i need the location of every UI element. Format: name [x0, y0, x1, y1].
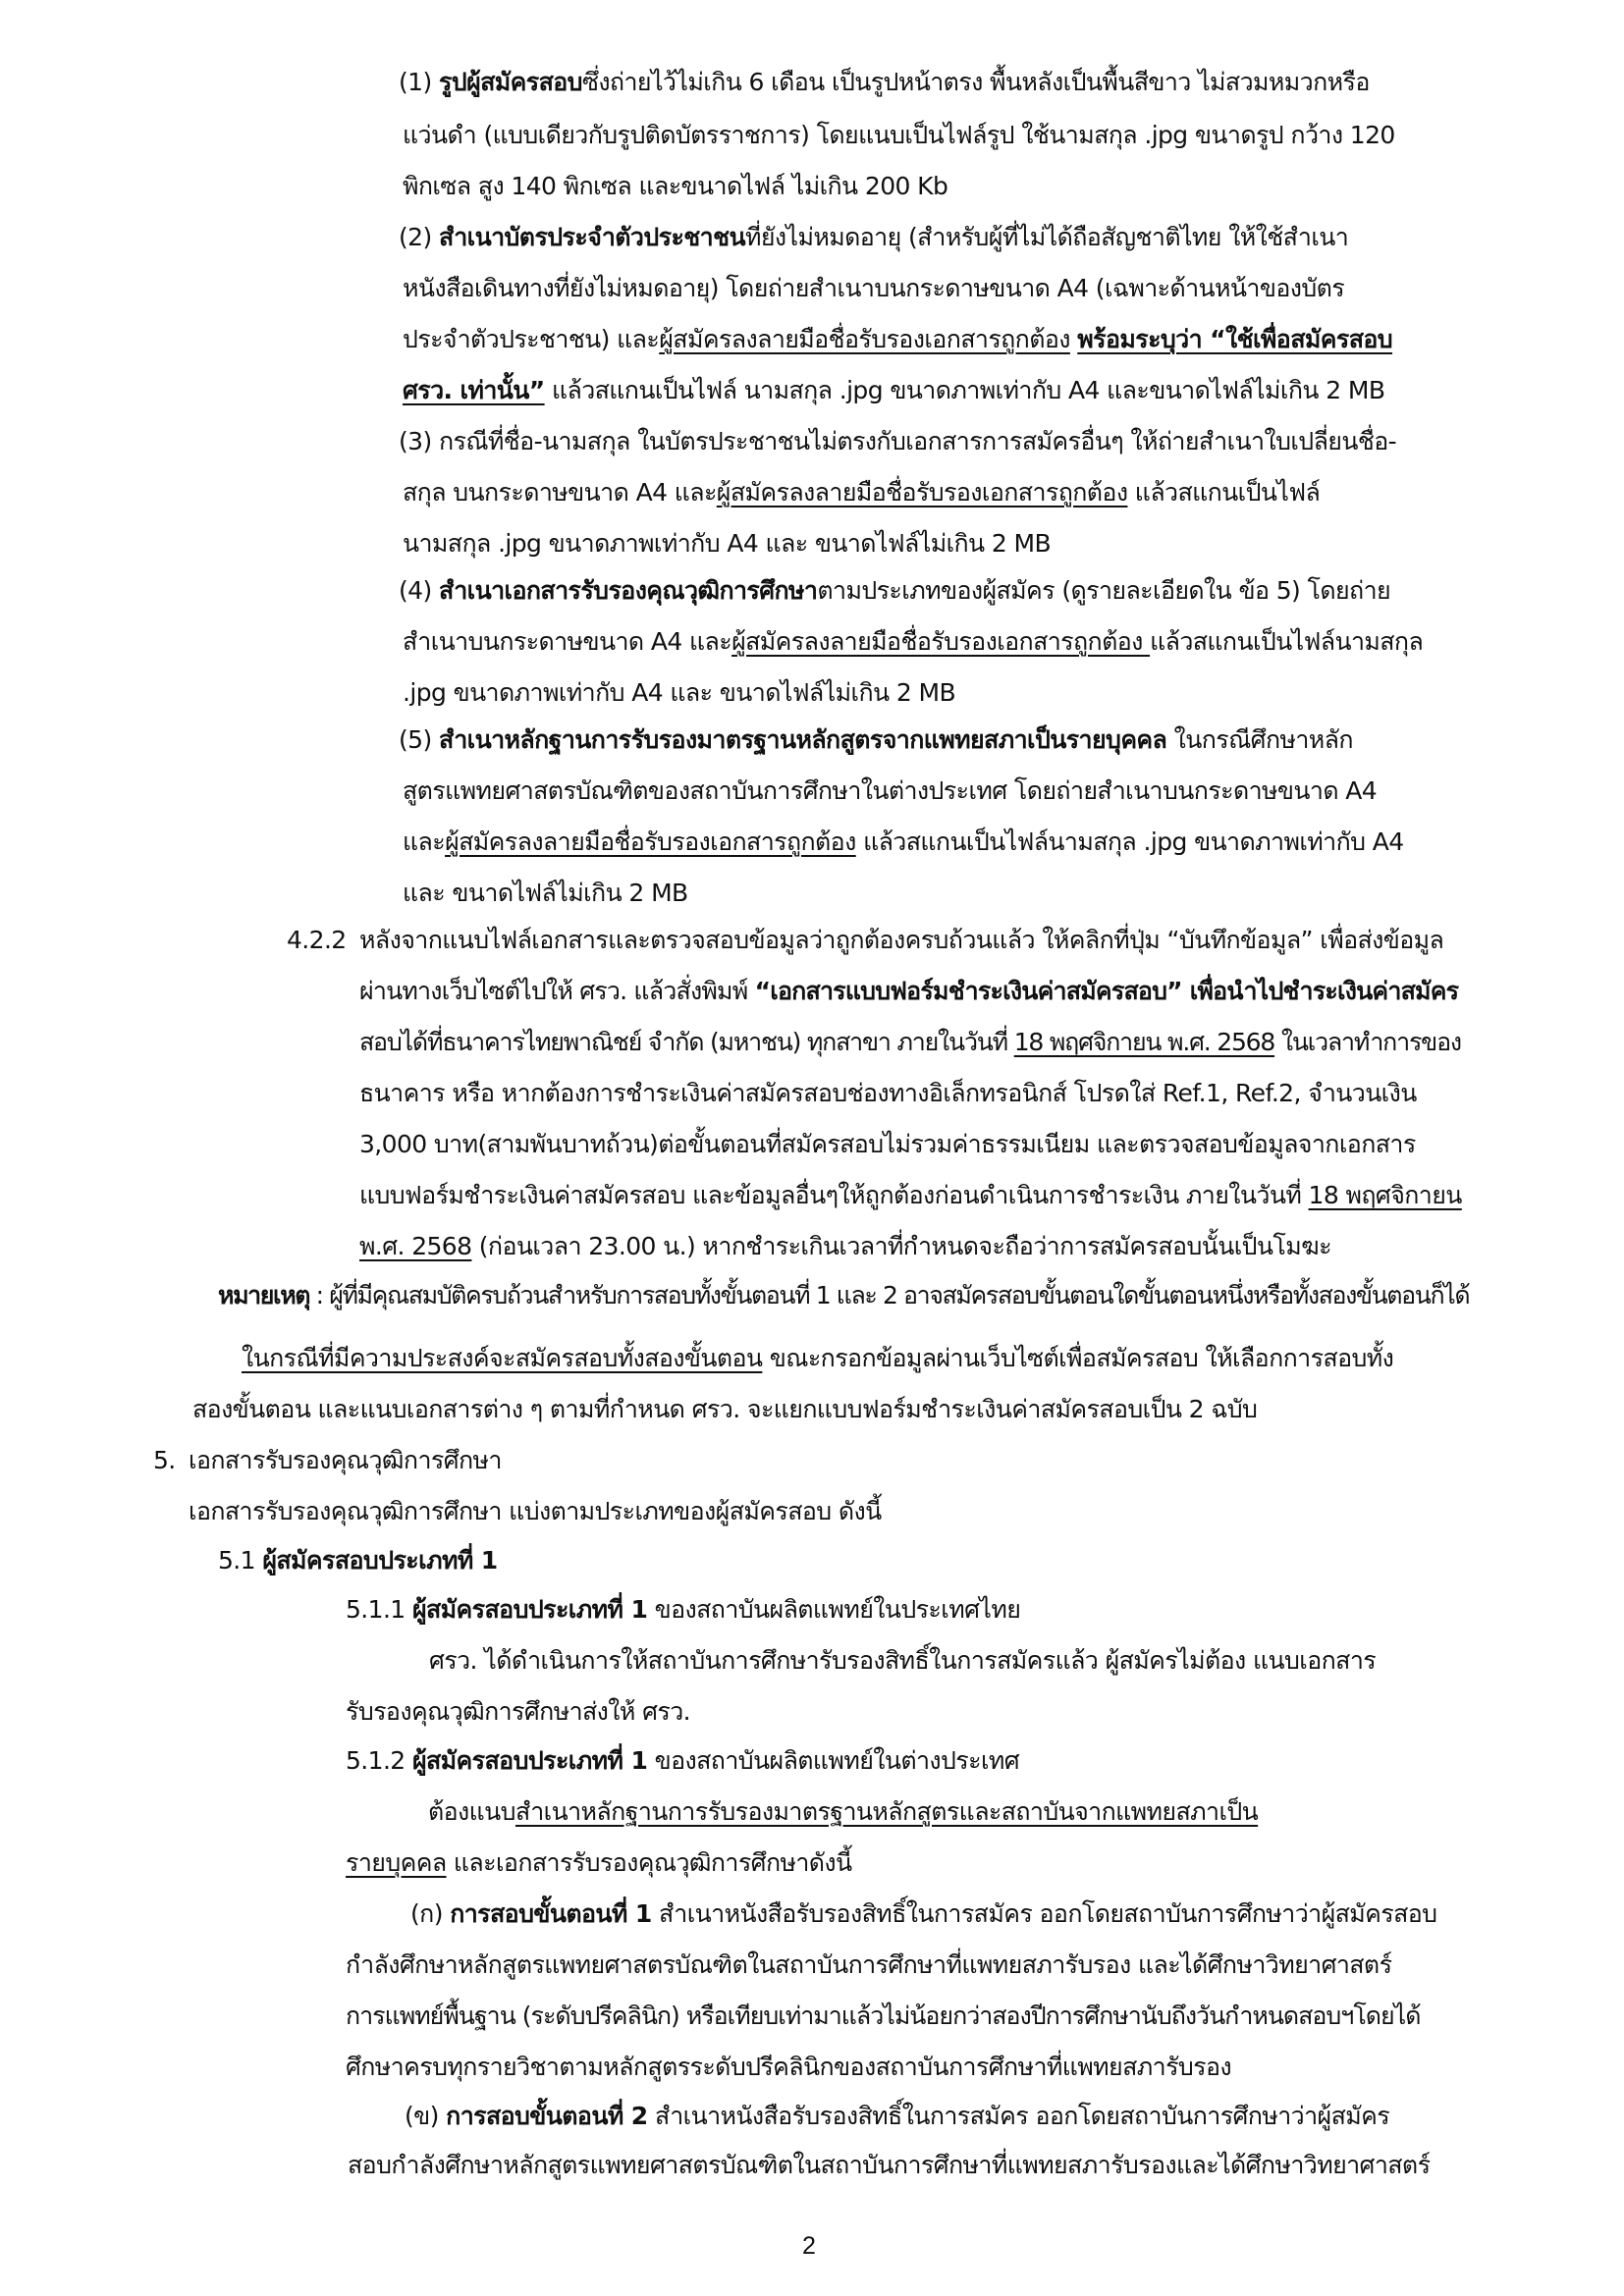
both-steps-line-1 — [242, 1339, 1393, 1378]
item-4-line-3: .jpg ขนาดภาพเท่ากับ A4 และ ขนาดไฟล์ไม่เกิน 2 MB — [403, 678, 955, 707]
section-4-2-2-line-6 — [359, 1176, 1462, 1215]
deadline-date: 18 พฤศจิกายน — [1308, 1181, 1462, 1209]
item-ka-number: (ก) — [410, 1899, 451, 1928]
item-ka-line-1 — [410, 1895, 1436, 1934]
item-3-line-2 — [403, 473, 1320, 512]
section-5-1-1-text: ของสถาบันผลิตแพทย์ในประเทศไทย — [647, 1595, 1021, 1624]
item-5-line-3 — [403, 823, 1404, 862]
section-4-2-2-line-7 — [359, 1227, 1331, 1266]
section-5-1-title: ผู้สมัครสอบประเภทที่ 1 — [262, 1546, 498, 1575]
item-2-line-4 — [403, 371, 1384, 410]
section-5-1-1-number: 5.1.1 — [346, 1595, 412, 1624]
item-kho-title: การสอบขั้นตอนที่ 2 — [446, 2102, 648, 2130]
deadline-date: 18 พฤศจิกายน พ.ศ. 2568 — [1013, 1028, 1275, 1056]
item-kho-number: (ข) — [405, 2102, 447, 2130]
item-5-number: (5) — [399, 725, 439, 754]
item-1-line-1 — [399, 63, 1370, 102]
payment-form-emphasis: “เอกสารแบบฟอร์มชำระเงินค่าสมัครสอบ” เพื่อนำไปชำระเงินค่าสมัคร — [754, 977, 1459, 1005]
section-5-1-2-req-line-1 — [428, 1792, 1258, 1832]
section-4-2-2-text: ในเวลาทำการของ — [1274, 1028, 1461, 1056]
item-5-line-4: และ ขนาดไฟล์ไม่เกิน 2 MB — [403, 879, 688, 907]
item-4-line-2 — [403, 622, 1423, 662]
item-2-line-3 — [403, 320, 1392, 359]
section-5-1-number: 5.1 — [218, 1546, 263, 1575]
item-4-line-1 — [399, 571, 1390, 611]
section-4-2-2-line-2 — [359, 972, 1458, 1011]
usage-statement-end: ศรว. เท่านั้น” — [403, 376, 545, 404]
requirement-text: และเอกสารรับรองคุณวุฒิการศึกษาดังนี้ — [446, 1848, 852, 1877]
item-2-text: ประจำตัวประชาชน) และ — [403, 325, 660, 353]
item-1-line-2: แว่นดำ (แบบเดียวกับรูปติดบัตรราชการ) โดยแนบเป็นไฟล์รูป ใช้นามสกุล .jpg ขนาดรูป กว้าง 120 — [403, 121, 1395, 149]
item-1-text: ซึ่งถ่ายไว้ไม่เกิน 6 เดือน เป็นรูปหน้าตรง พื้นหลังเป็นพื้นสีขาว ไม่สวมหมวกหรือ — [581, 68, 1370, 96]
item-ka-text: สำเนาหนังสือรับรองสิทธิ์ในการสมัคร ออกโดยสถาบันการศึกษาว่าผู้สมัครสอบ — [651, 1899, 1437, 1928]
signature-requirement: ผู้สมัครลงลายมือชื่อรับรองเอกสารถูกต้อง — [445, 828, 856, 856]
item-kho-line-2: สอบกำลังศึกษาหลักสูตรแพทยศาสตรบัณฑิตในสถาบันการศึกษาที่แพทยสภารับรองและได้ศึกษาวิทยาศาสตร์ — [348, 2151, 1431, 2179]
section-5-title: เอกสารรับรองคุณวุฒิการศึกษา — [189, 1446, 502, 1474]
section-5-1-2-text: ของสถาบันผลิตแพทย์ในต่างประเทศ — [647, 1746, 1020, 1775]
section-4-2-2-text: แบบฟอร์มชำระเงินค่าสมัครสอบ และข้อมูลอื่นๆให้ถูกต้องก่อนดำเนินการชำระเงิน ภายในวันที่ — [359, 1181, 1309, 1209]
section-5-number: 5. — [153, 1446, 176, 1474]
item-2-number: (2) — [399, 223, 439, 251]
section-5-1-2-req-line-2 — [346, 1843, 852, 1883]
item-ka-line-3: การแพทย์พื้นฐาน (ระดับปรีคลินิก) หรือเทียบเท่ามาแล้วไม่น้อยกว่าสองปีการศึกษานับถึงวันกำหนดสอบฯโดยได้ — [346, 2002, 1421, 2030]
section-4-2-2-text: ผ่านทางเว็บไซต์ไปให้ ศรว. แล้วสั่งพิมพ์ — [359, 977, 755, 1005]
item-4-number: (4) — [399, 576, 439, 605]
item-3-line-3: นามสกุล .jpg ขนาดภาพเท่ากับ A4 และ ขนาดไฟล์ไม่เกิน 2 MB — [403, 529, 1052, 558]
both-steps-line-2: สองขั้นตอน และแนบเอกสารต่าง ๆ ตามที่กำหนด ศรว. จะแยกแบบฟอร์มชำระเงินค่าสมัครสอบเป็น 2 ฉบับ — [192, 1395, 1258, 1423]
section-4-2-2-text: (ก่อนเวลา 23.00 น.) หากชำระเกินเวลาที่กำหนดจะถือว่าการสมัครสอบนั้นเป็นโมฆะ — [471, 1232, 1331, 1260]
deadline-date: พ.ศ. 2568 — [359, 1232, 472, 1260]
item-5-text: ในกรณีศึกษาหลัก — [1166, 725, 1353, 754]
item-5-text: และ — [403, 828, 446, 856]
section-4-2-2-line-1: หลังจากแนบไฟล์เอกสารและตรวจสอบข้อมูลว่าถูกต้องครบถ้วนแล้ว ให้คลิกที่ปุ่ม “บันทึกข้อมูล” เพื่อส่งข้อมูล — [359, 926, 1444, 954]
item-5-text: แล้วสแกนเป็นไฟล์นามสกุล .jpg ขนาดภาพเท่ากับ A4 — [855, 828, 1404, 856]
item-5-line-1 — [399, 721, 1353, 760]
item-3-text: สกุล บนกระดาษขนาด A4 และ — [403, 478, 717, 507]
page-number: 2 — [802, 2232, 816, 2260]
requirement-text: ต้องแนบ — [428, 1797, 515, 1826]
note-label: หมายเหตุ — [218, 1281, 310, 1309]
both-steps-condition: ในกรณีที่มีความประสงค์จะสมัครสอบทั้งสองขั้นตอน — [242, 1344, 763, 1372]
item-4-title: สำเนาเอกสารรับรองคุณวุฒิการศึกษา — [438, 576, 818, 605]
item-kho-text: สำเนาหนังสือรับรองสิทธิ์ในการสมัคร ออกโดยสถาบันการศึกษาว่าผู้สมัคร — [647, 2102, 1390, 2130]
section-5-1-1-para-line-2: รับรองคุณวุฒิการศึกษาส่งให้ ศรว. — [346, 1697, 690, 1726]
item-4-text: สำเนาบนกระดาษขนาด A4 และ — [403, 627, 732, 656]
section-5-1-1-title: ผู้สมัครสอบประเภทที่ 1 — [411, 1595, 648, 1624]
section-4-2-2-line-4: ธนาคาร หรือ หากต้องการชำระเงินค่าสมัครสอบช่องทางอิเล็กทรอนิกส์ โปรดใส่ Ref.1, Ref.2, จำนวนเงิน — [359, 1079, 1417, 1107]
item-kho-line-1 — [405, 2097, 1389, 2136]
section-5-1-2-title: ผู้สมัครสอบประเภทที่ 1 — [411, 1746, 648, 1775]
item-3-text: แล้วสแกนเป็นไฟล์ — [1127, 478, 1321, 507]
item-5-title: สำเนาหลักฐานการรับรองมาตรฐานหลักสูตรจากแพทยสภาเป็นรายบุคคล — [438, 725, 1167, 754]
section-5-1-2-heading — [346, 1741, 1019, 1781]
item-4-text: ตามประเภทของผู้สมัคร (ดูรายละเอียดใน ข้อ 5) โดยถ่าย — [817, 576, 1391, 605]
signature-requirement: ผู้สมัครลงลายมือชื่อรับรองเอกสารถูกต้อง — [716, 478, 1128, 507]
both-steps-text: ขณะกรอกข้อมูลผ่านเว็บไซต์เพื่อสมัครสอบ ให้เลือกการสอบทั้ง — [762, 1344, 1394, 1372]
section-5-intro: เอกสารรับรองคุณวุฒิการศึกษา แบ่งตามประเภทของผู้สมัครสอบ ดังนี้ — [189, 1497, 882, 1525]
item-2-text: ที่ยังไม่หมดอายุ (สำหรับผู้ที่ไม่ได้ถือสัญชาติไทย ให้ใช้สำเนา — [744, 223, 1349, 251]
requirement-document: สำเนาหลักฐานการรับรองมาตรฐานหลักสูตรและสถาบันจากแพทยสภาเป็น — [514, 1797, 1259, 1826]
item-1-number: (1) — [399, 68, 439, 96]
item-1-line-3: พิกเซล สูง 140 พิกเซล และขนาดไฟล์ ไม่เกิน 200 Kb — [403, 172, 948, 200]
item-ka-line-2: กำลังศึกษาหลักสูตรแพทยศาสตรบัณฑิตในสถาบันการศึกษาที่แพทยสภารับรอง และได้ศึกษาวิทยาศาสตร์ — [346, 1950, 1392, 1979]
section-5-1-2-number: 5.1.2 — [346, 1746, 412, 1775]
item-1-title: รูปผู้สมัครสอบ — [438, 68, 582, 96]
item-2-text: แล้วสแกนเป็นไฟล์ นามสกุล .jpg ขนาดภาพเท่ากับ A4 และขนาดไฟล์ไม่เกิน 2 MB — [544, 376, 1385, 404]
note-text: : ผู้ที่มีคุณสมบัติครบถ้วนสำหรับการสอบทั้งขั้นตอนที่ 1 และ 2 อาจสมัครสอบขั้นตอนใดขั้นตอนหนึ่งหรือทั้งสองขั้นตอนก็ได้ — [309, 1281, 1470, 1309]
item-ka-title: การสอบขั้นตอนที่ 1 — [450, 1899, 652, 1928]
item-ka-line-4: ศึกษาครบทุกรายวิชาตามหลักสูตรระดับปรีคลินิกของสถาบันการศึกษาที่แพทยสภารับรอง — [346, 2053, 1232, 2081]
item-2-line-1 — [399, 218, 1348, 257]
section-4-2-2-line-3 — [359, 1023, 1461, 1062]
signature-requirement: ผู้สมัครลงลายมือชื่อรับรองเอกสารถูกต้อง — [731, 627, 1151, 656]
section-4-2-2-number: 4.2.2 — [287, 926, 347, 954]
item-2-title: สำเนาบัตรประจำตัวประชาชน — [438, 223, 745, 251]
item-3-line-1: (3) กรณีที่ชื่อ-นามสกุล ในบัตรประชาชนไม่ตรงกับเอกสารการสมัครอื่นๆ ให้ถ่ายสำเนาใบเปลี่ยนชื่อ- — [399, 427, 1397, 455]
section-5-1-heading — [218, 1541, 498, 1580]
signature-requirement: ผู้สมัครลงลายมือชื่อรับรองเอกสารถูกต้อง — [659, 325, 1070, 353]
note-line — [218, 1276, 1469, 1315]
item-5-line-2: สูตรแพทยศาสตรบัณฑิตของสถาบันการศึกษาในต่างประเทศ โดยถ่ายสำเนาบนกระดาษขนาด A4 — [403, 776, 1378, 805]
section-4-2-2-text: สอบได้ที่ธนาคารไทยพาณิชย์ จำกัด (มหาชน) ทุกสาขา ภายในวันที่ — [359, 1028, 1014, 1056]
item-2-line-2: หนังสือเดินทางที่ยังไม่หมดอายุ) โดยถ่ายสำเนาบนกระดาษขนาด A4 (เฉพาะด้านหน้าของบัตร — [403, 274, 1345, 302]
section-4-2-2-line-5: 3,000 บาท(สามพันบาทถ้วน)ต่อขั้นตอนที่สมัครสอบไม่รวมค่าธรรมเนียม และตรวจสอบข้อมูลจากเอกสาร — [359, 1130, 1416, 1158]
item-4-text: แล้วสแกนเป็นไฟล์นามสกุล — [1150, 627, 1424, 656]
section-5-1-1-para-line-1: ศรว. ได้ดำเนินการให้สถาบันการศึกษารับรองสิทธิ์ในการสมัครแล้ว ผู้สมัครไม่ต้อง แนบเอกสาร — [429, 1646, 1377, 1675]
usage-statement: พร้อมระบุว่า “ใช้เพื่อสมัครสอบ — [1077, 325, 1393, 353]
section-5-1-1-heading — [346, 1590, 1020, 1629]
requirement-document: รายบุคคล — [346, 1848, 447, 1877]
